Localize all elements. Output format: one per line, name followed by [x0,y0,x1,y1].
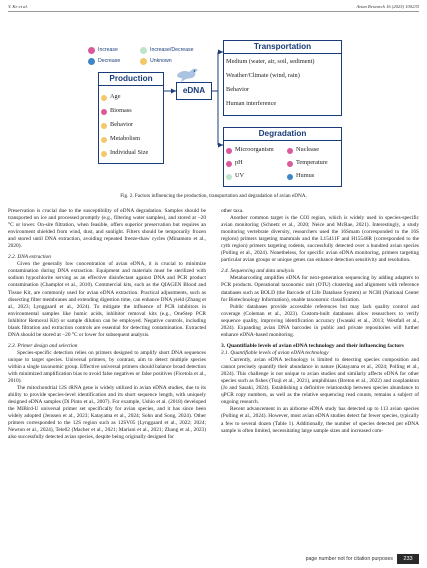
transportation-item-medium: Medium (water, air, soil, sediment) [226,58,315,65]
left-column [8,208,206,442]
right-column [221,208,419,435]
paragraph: Currently, avian eDNA technology is limited to detecting species composition and cannot precisely quantify their abundance in nature (Katayama et al., 2024; Polling et al., 2024). This challenge is not unique to avian studies and similarly affects eDNA for other species such as fishes (Tsuji et al., 2021), amphibians (Breton et al., 2022) and zooplankton (Jo and Sasaki, 2024). Establishing a definitive relationship between species abundance to qPCR copy numbers, as well as the relative sequencing read counts, remains a subject of ongoing research. [221,357,419,406]
section-heading: 3. Quantifiable levels of avian eDNA technology and their influencing factors [221,342,404,349]
degradation-item-ph: pH [235,159,243,166]
edna-node: eDNA [176,82,212,100]
paragraph: The mitochondrial 12S rRNA gene is widely utilized in avian eDNA studies, due to its ability to provide species-level identification and its short sequence length, with uniquely designed eDNA samples (Di Pinto et al., 2007). For example, Ushio et al. (2018) developed the MiBird-U universal primer set specifically for avian species, and it has since been widely adopted (Jenssen et al., 2023; Katayama et al., 2024; Sohn and Song, 2024). Other primers corresponded to the 12S region such as 12SV05 (Lynggaard et al., 2022; 2024; Newton et al., 2024), Tele02 (Macher et al., 2021; Mariani et al., 2021; Zhang et al., 2023) also successfully detected avian species, despite being originally designed for [8,385,206,441]
legend-label-increase: Increase [98,47,118,53]
paragraph: Another common target is the COI region, which is widely used in species-specific avian monitoring (Schnetz et al., 2020; Neice and McRae, 2021). Interestingly, a study monitoring vertebrate diversity, researchers used the 16Smam (corresponded to the 16S regions) primers targeting mammals and the L15411F and H15546R (corresponded to the cytb region) primers targeting rodents, successfully detected over a hundred avian species (Polling et al., 2024). Nonetheless, for specific avian eDNA monitoring, primers targeting particular avian groups or unique genes can enhance detection sensitivity and resolution. [221,215,419,264]
footer-note: page number not for citation purposes [305,556,393,562]
transportation-item-weather: Weather/Climate (wind, rain) [226,72,300,79]
degradation-title: Degradation [224,128,341,141]
production-title: Production [99,73,163,86]
paragraph: Given the generally low concentration of avian eDNA, it is crucial to minimize contamination during DNA extraction. Equipment and materials must be sterilized with sodium hypochlorite serving as an effective disinfectant against DNA and PCR product contamination (Champlot et al., 2010). Commercial kits, such as the QIAGEN Blood and Tissue Kit, are commonly used for avian eDNA extraction. Practical adjustments, such as dissecting filter membranes and extending digestion time, can enhance DNA yield (Zhang et al., 2023; Lynggaard et al., 2024). To mitigate the influence of PCR inhibitors in environmental samples like humic acids, inhibitor removal kits (e.g., OneStep PCR Inhibitor Removal Kit) or sample dilution can be employed. Negative controls, including blank filtration and extraction controls are essential for detecting contamination. Extracted DNA should be stored at −20 °C or lower for subsequent analysis. [8,261,206,338]
figure-2 [0,0,427,200]
subsection-heading: 3.1. Quantifiable levels of avian eDNA technology [221,350,329,357]
transportation-item-human: Human interference [226,100,277,107]
transportation-item-behavior: Behavior [226,86,250,93]
degradation-dot-nuclease [287,148,293,154]
running-header-authors: Y. Ke et al. [8,4,28,9]
section-heading: 2.3. Primer design and selection [8,342,78,349]
figure-caption: Fig. 2. Factors influencing the production, transportation and degradation of avian eDNA. [120,193,307,199]
degradation-item-uv: UV [235,172,245,179]
paragraph: Public databases provide accessible references but may lack quality control and coverage (Coleman et al., 2023). Custom-built databases allow researchers to verify sequence quality, improving identification accuracy (Iwasaki et al., 2013; Westfall et al., 2024). Expanding avian DNA barcodes in public and private repositories will further enhance eDNA-based monitoring. [221,303,419,338]
degradation-item-temperature: Temperature [296,159,328,166]
section-heading: 2.4. Sequencing and data analysis [221,268,295,275]
transportation-title: Transportation [224,41,341,54]
degradation-item-nuclease: Nuclease [296,146,320,153]
production-item-behavior: Behavior [110,121,134,128]
production-item-age: Age [110,93,121,100]
figure-connectors [0,0,427,200]
paragraph: Metabarcoding amplifies eDNA for next-generation sequencing by adding adapters to PCR products. Operational taxonomic unit (OTU) clustering and alignment with reference databases such as BOLD (the Barcode of Life Database System) or NCBI (National Center for Biotechnology Information), enable taxonomic classification. [221,275,419,303]
paragraph: Species-specific detection relies on primers designed to amplify short DNA sequences unique to target species. Universal primers, by contrast, aim to detect multiple species within a single taxonomic group. Effective universal primers should balance broad detection with minimized amplification bias to avoid false negatives or false positives (Ficetola et al., 2010). [8,349,206,385]
section-heading: 2.2. DNA extraction [8,254,51,261]
paragraph: Preservation is crucial due to the susceptibility of eDNA degradation. Samples should be transported on ice and processed promptly (e.g., filtering water samples), and stored at −20 °C or lower. On-site filtration, when feasible, offers superior preservation but requires an environment shielded from wind, dust, and sunlight. Filters should be temporarily frozen and stored until DNA extraction, avoiding repeated freeze-thaw cycles (Minamoto et al., 2020). [8,208,206,250]
legend-label-decrease: Decrease [98,58,121,64]
production-item-individual-size: Individual Size [110,149,149,156]
paragraph: Recent advancement in an airborne eDNA study has detected up to 113 avian species (Polling et al., 2024). However, most avian eDNA studies detect far fewer species, typically a few to several dozen (Table 1). Additionally, the number of species detected per eDNA sample is often limited, necessitating large sample sizes and increased com- [221,406,419,434]
production-item-metabolism: Metabolism [110,135,141,142]
degradation-dot-uv [226,174,232,180]
degradation-item-microorganism: Microorganism [235,146,274,153]
degradation-dot-temperature [287,161,293,167]
page-number: 233 [397,554,419,564]
degradation-dot-ph [226,161,232,167]
degradation-dot-microorganism [226,148,232,154]
legend-label-unknown: Unknown [150,58,172,64]
degradation-dot-humus [287,174,293,180]
degradation-item-humus: Humus [296,172,315,179]
production-item-biomass: Biomass [110,107,132,114]
paragraph: other taxa. [221,208,244,214]
legend-label-increase-decrease: Increase/Decrease [150,47,194,53]
running-header-journal: Avian Research 16 (2025) 100235 [356,4,419,9]
